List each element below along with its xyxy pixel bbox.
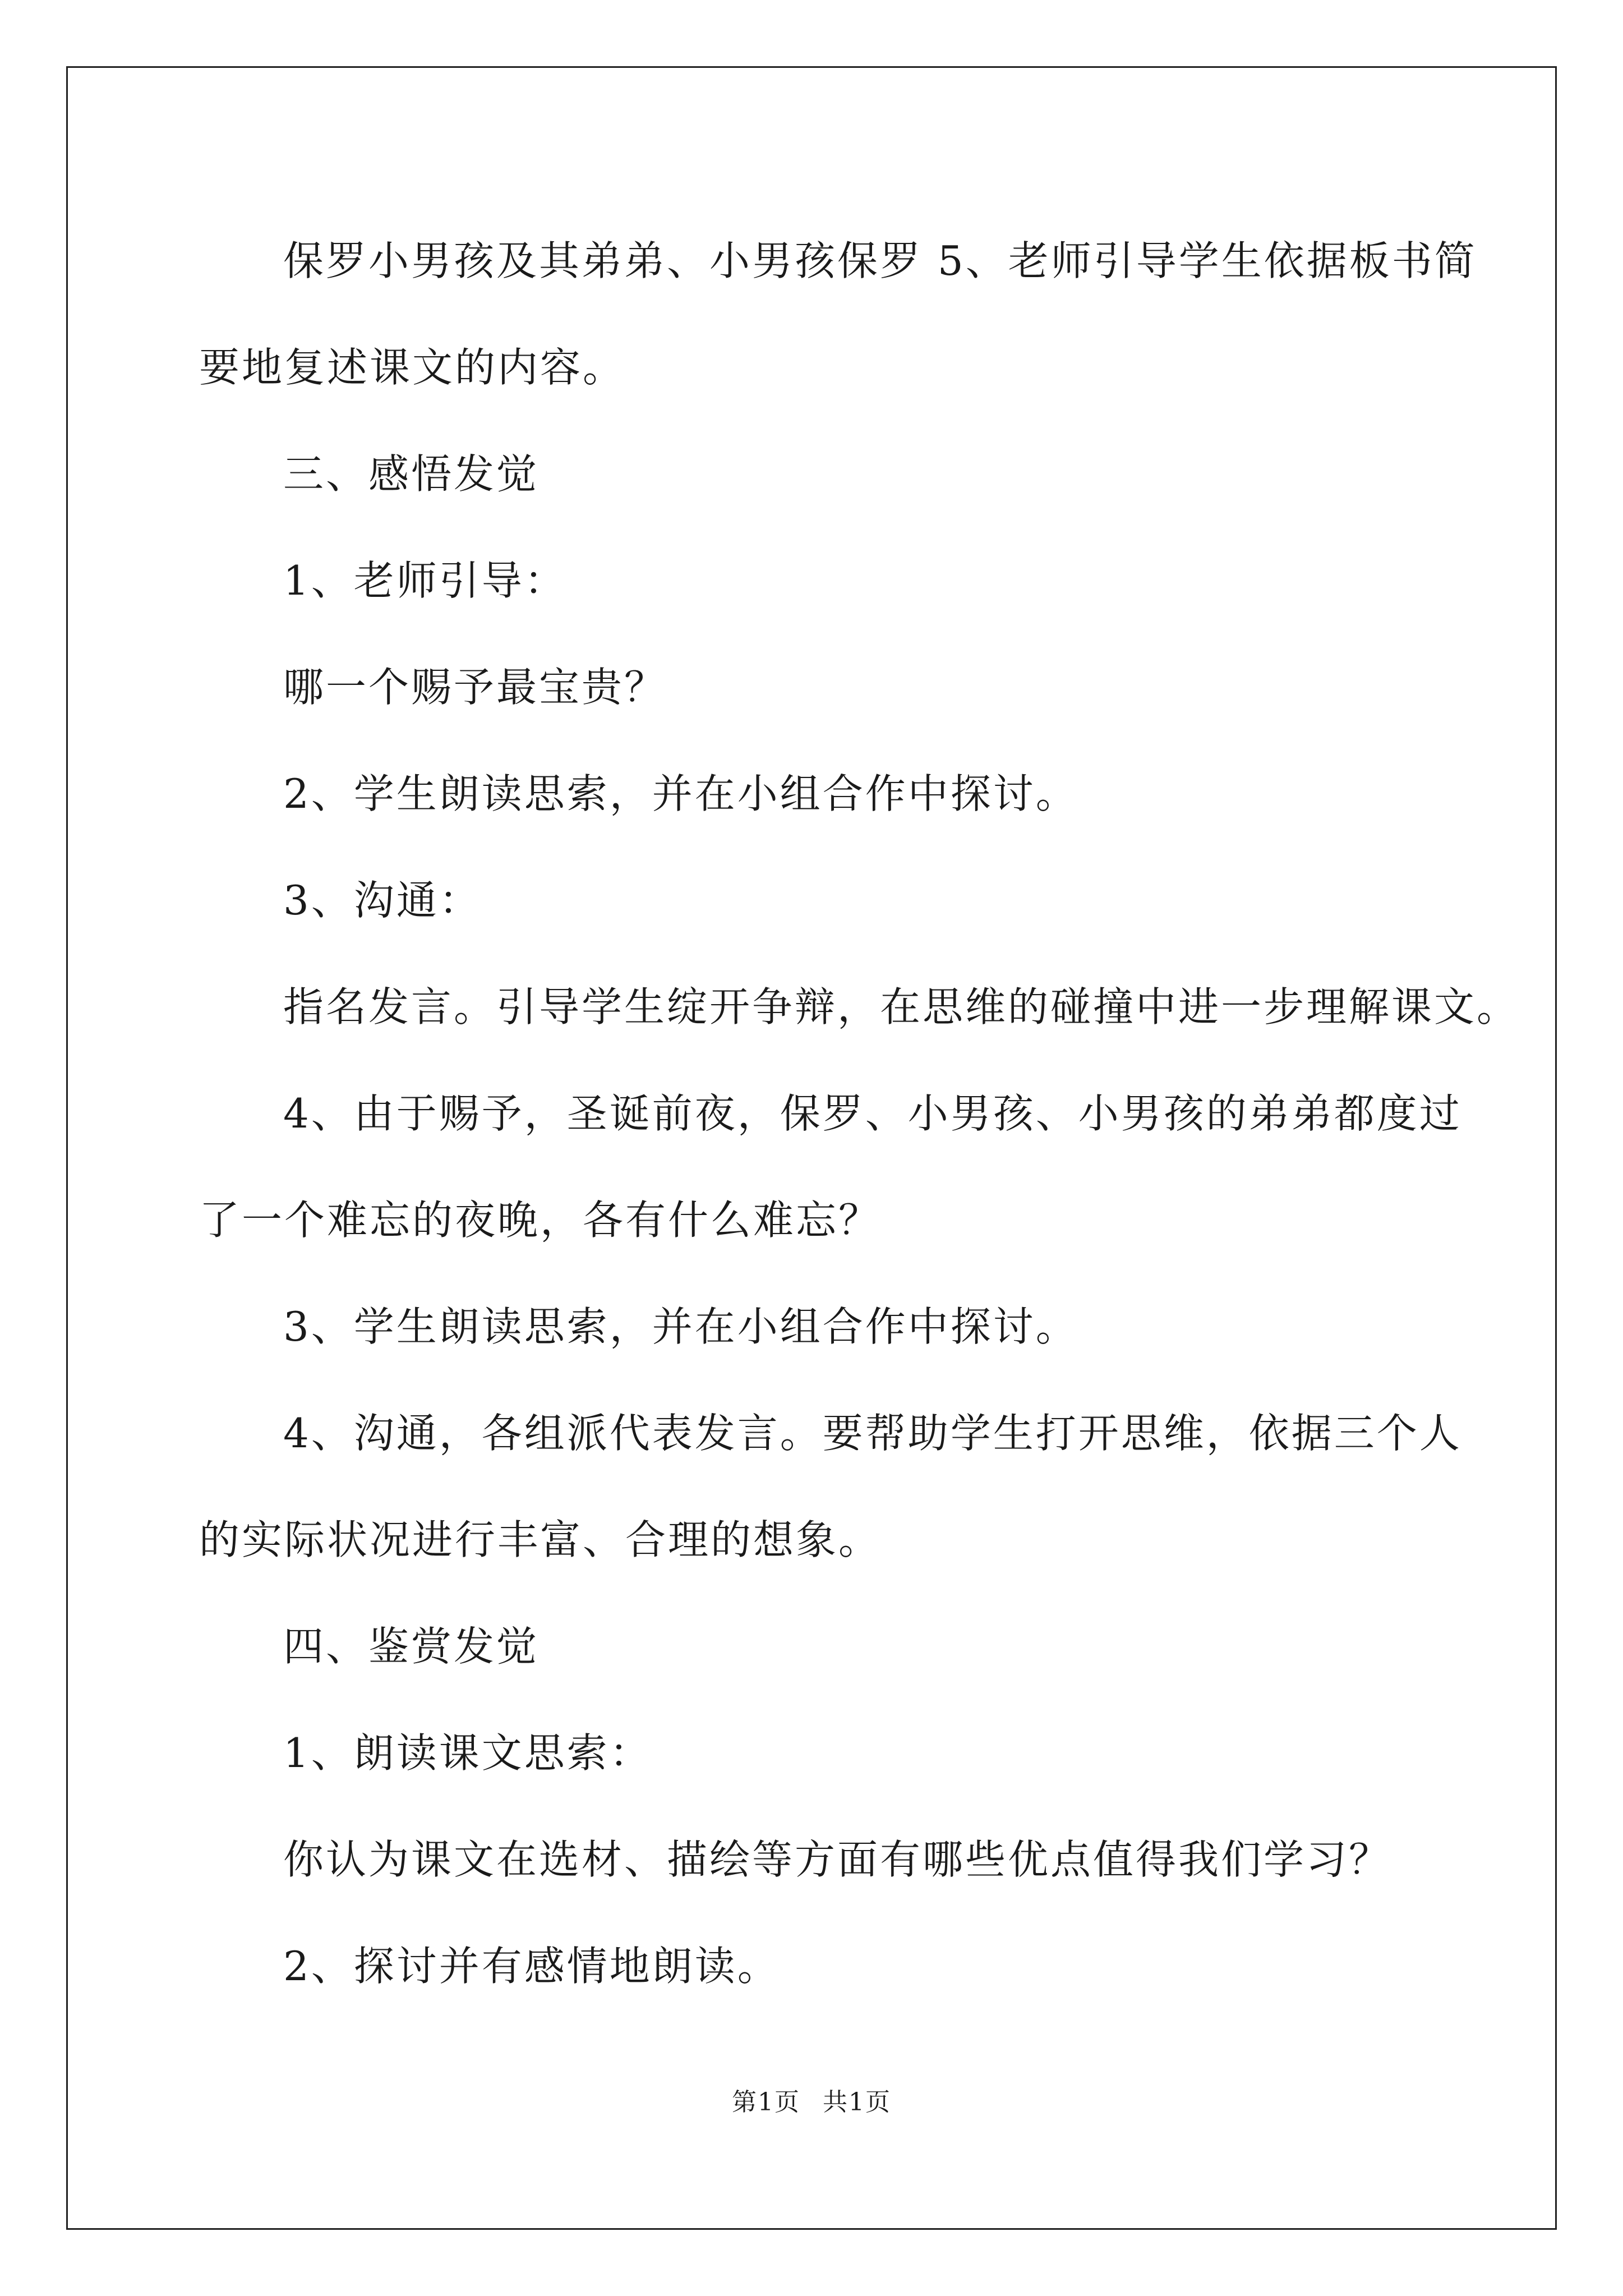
paragraph-read-think: 1、朗读课文思索： [283, 1729, 652, 1777]
total-page-count: 共1页 [823, 2088, 891, 2116]
section-heading-4: 四、鉴赏发觉 [283, 1623, 540, 1670]
paragraph-question-gift: 哪一个赐予最宝贵？ [283, 664, 667, 711]
current-page-number: 第1页 [732, 2088, 800, 2116]
page-footer [0, 2086, 1623, 2119]
paragraph-communicate-2-line-1: 4、沟通，各组派代表发言。要帮助学生打开思维，依据三个人 [283, 1410, 1462, 1457]
paragraph-speech: 指名发言。引导学生绽开争辩，在思维的碰撞中进一步理解课文。 [283, 983, 1520, 1030]
paragraph-group-discussion-1: 2、学生朗读思索，并在小组合作中探讨。 [283, 770, 1078, 817]
paragraph-1-line-1: 保罗小男孩及其弟弟、小男孩保罗 5、老师引导学生依据板书简 [283, 237, 1477, 284]
section-heading-3: 三、感悟发觉 [283, 450, 540, 498]
paragraph-read-emotion: 2、探讨并有感情地朗读。 [283, 1943, 780, 1990]
document-body [199, 208, 1520, 2019]
paragraph-communicate-2-line-2: 的实际状况进行丰富、合理的想象。 [199, 1516, 882, 1563]
paragraph-christmas-line-1: 4、由于赐予，圣诞前夜，保罗、小男孩、小男孩的弟弟都度过 [283, 1090, 1462, 1137]
paragraph-1-line-2: 要地复述课文的内容。 [199, 344, 626, 391]
paragraph-teacher-guide: 1、老师引导： [283, 557, 567, 604]
paragraph-christmas-line-2: 了一个难忘的夜晚，各有什么难忘？ [199, 1197, 882, 1244]
paragraph-question-merits: 你认为课文在选材、描绘等方面有哪些优点值得我们学习？ [283, 1836, 1392, 1883]
paragraph-group-discussion-2: 3、学生朗读思索，并在小组合作中探讨。 [283, 1303, 1078, 1350]
paragraph-communicate-1: 3、沟通： [283, 877, 482, 924]
